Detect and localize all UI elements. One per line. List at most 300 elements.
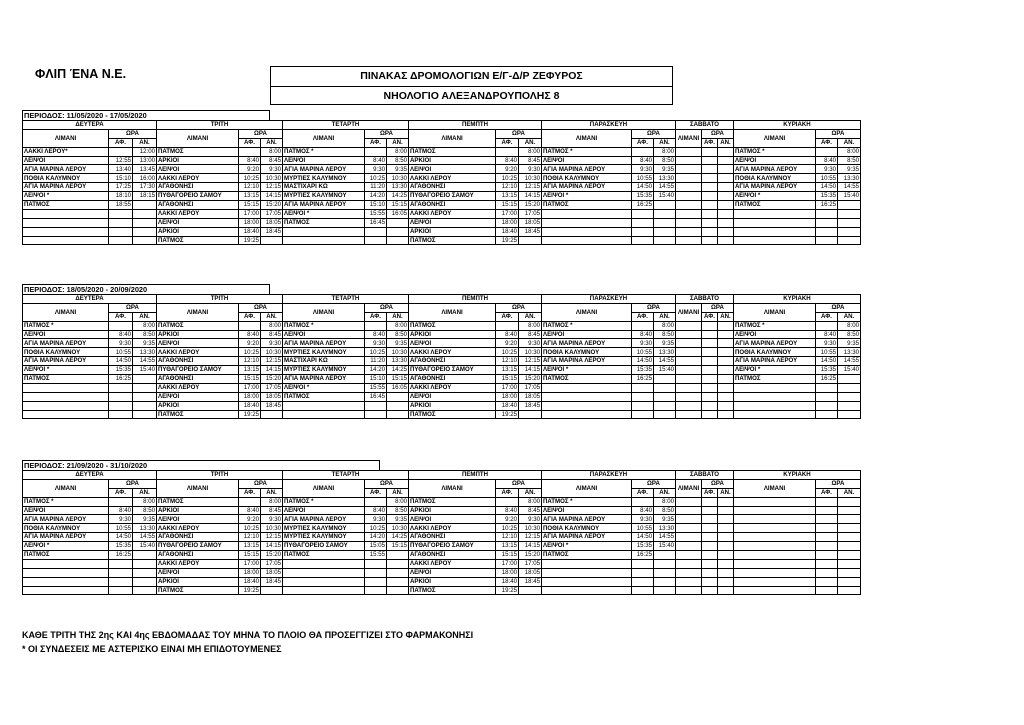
time-header: ΩΡΑ — [496, 303, 542, 312]
table-row — [23, 236, 861, 245]
port-cell: ΛΕΙΨΟΙ — [157, 218, 239, 227]
arrival-time — [109, 497, 133, 506]
port-cell: ΛΑΚΚΙ ΛΕΡΟΥ — [409, 209, 496, 218]
port-cell: ΛΕΙΨΟΙ — [23, 330, 109, 339]
departure-time: 8:00 — [261, 147, 283, 156]
departure-time: 18:45 — [519, 401, 542, 410]
port-cell: ΑΓΑΘΟΝΗΣΙ — [157, 551, 239, 560]
port-cell: ΠΑΤΜΟΣ * — [23, 321, 109, 330]
arrival-time: 12:55 — [109, 156, 133, 165]
departure-time: 10:30 — [519, 348, 542, 357]
port-cell: ΛΑΚΚΙ ΛΕΡΟΥ — [409, 559, 496, 568]
arrival-header: ΑΦ. — [496, 312, 519, 321]
arrival-header: ΑΦ. — [109, 312, 133, 321]
table-row — [23, 506, 861, 515]
port-cell: ΜΑΣΤΙΧΑΡΙ ΚΩ — [283, 357, 365, 366]
departure-header: ΑΝ. — [133, 488, 157, 497]
arrival-time — [702, 156, 718, 165]
day-header: ΔΕΥΤΕΡΑ — [23, 295, 157, 304]
departure-time — [718, 533, 734, 542]
departure-time — [838, 506, 861, 515]
period-label: ΠΕΡΙΟΔΟΣ: 11/05/2020 - 17/05/2020 — [22, 110, 270, 120]
port-cell: ΛΑΚΚΙ ΛΕΡΟΥ — [157, 209, 239, 218]
port-cell: ΑΓΙΑ ΜΑΡΙΝΑ ΛΕΡΟΥ — [23, 183, 109, 192]
port-cell: ΠΑΤΜΟΣ * — [542, 147, 632, 156]
day-header: ΤΡΙΤΗ — [157, 121, 283, 130]
departure-time: 15:15 — [387, 542, 409, 551]
departure-time: 8:00 — [654, 147, 676, 156]
departure-time: 15:40 — [654, 542, 676, 551]
day-header: ΠΑΡΑΣΚΕΥΗ — [542, 295, 676, 304]
port-cell: ΠΑΤΜΟΣ * — [283, 321, 365, 330]
departure-header: ΑΝ. — [261, 488, 283, 497]
arrival-time — [109, 401, 133, 410]
departure-time: 8:45 — [519, 506, 542, 515]
port-cell — [23, 410, 109, 419]
departure-time — [718, 156, 734, 165]
departure-time: 18:05 — [261, 568, 283, 577]
departure-time — [838, 577, 861, 586]
port-cell — [676, 236, 702, 245]
port-header: ΛΙΜΑΝΙ — [283, 303, 365, 321]
departure-time — [718, 568, 734, 577]
arrival-time: 14:50 — [109, 357, 133, 366]
arrival-time: 8:40 — [632, 330, 654, 339]
departure-time — [838, 383, 861, 392]
departure-time: 17:05 — [519, 559, 542, 568]
arrival-time: 10:25 — [239, 174, 261, 183]
arrival-header: ΑΦ. — [702, 312, 718, 321]
port-cell — [23, 586, 109, 595]
arrival-time: 16:25 — [632, 551, 654, 560]
arrival-time: 16:45 — [365, 392, 387, 401]
port-cell — [676, 183, 702, 192]
arrival-time — [109, 227, 133, 236]
port-cell: ΑΡΚΙΟΙ — [157, 577, 239, 586]
departure-time — [654, 218, 676, 227]
departure-time — [654, 236, 676, 245]
port-header: ΛΙΜΑΝΙ — [542, 129, 632, 147]
port-cell: ΛΕΙΨΟΙ * — [23, 192, 109, 201]
arrival-time: 10:55 — [816, 174, 838, 183]
table-row — [23, 192, 861, 201]
arrival-time — [702, 577, 718, 586]
port-cell — [542, 209, 632, 218]
port-cell: ΑΓΑΘΟΝΗΣΙ — [157, 357, 239, 366]
arrival-time: 12:10 — [496, 357, 519, 366]
departure-header: ΑΝ. — [261, 138, 283, 147]
departure-time: 15:15 — [387, 375, 409, 384]
port-cell: ΠΑΤΜΟΣ * — [283, 497, 365, 506]
arrival-time — [816, 236, 838, 245]
departure-time: 12:00 — [133, 147, 157, 156]
departure-time — [718, 321, 734, 330]
departure-time — [718, 577, 734, 586]
schedule-table — [22, 470, 861, 595]
arrival-time: 18:00 — [239, 392, 261, 401]
port-cell — [676, 559, 702, 568]
departure-time: 8:50 — [387, 506, 409, 515]
departure-time: 14:15 — [519, 366, 542, 375]
departure-time: 10:30 — [261, 348, 283, 357]
departure-time: 9:35 — [838, 339, 861, 348]
port-cell: ΛΕΙΨΟΙ — [283, 156, 365, 165]
arrival-time: 9:30 — [632, 165, 654, 174]
arrival-time: 10:25 — [496, 174, 519, 183]
departure-time — [718, 209, 734, 218]
arrival-time — [632, 236, 654, 245]
departure-time: 18:45 — [519, 227, 542, 236]
departure-time: 14:15 — [261, 366, 283, 375]
port-cell: ΑΡΚΙΟΙ — [157, 227, 239, 236]
port-cell: ΠΑΤΜΟΣ * — [734, 147, 816, 156]
port-cell — [23, 227, 109, 236]
departure-time — [718, 348, 734, 357]
time-header: ΩΡΑ — [109, 129, 157, 138]
arrival-time: 17:00 — [239, 383, 261, 392]
arrival-time: 15:35 — [816, 366, 838, 375]
port-cell: ΑΡΚΙΟΙ — [409, 227, 496, 236]
table-row — [23, 201, 861, 210]
arrival-time — [702, 383, 718, 392]
departure-time: 8:45 — [261, 156, 283, 165]
table-row — [23, 375, 861, 384]
arrival-time: 11:20 — [365, 183, 387, 192]
departure-time: 13:30 — [387, 357, 409, 366]
port-cell: ΑΓΙΑ ΜΑΡΙΝΑ ΛΕΡΟΥ — [734, 165, 816, 174]
arrival-time — [496, 147, 519, 156]
port-cell — [23, 236, 109, 245]
port-cell: ΠΑΤΜΟΣ — [542, 551, 632, 560]
departure-time — [838, 392, 861, 401]
departure-time: 9:30 — [261, 165, 283, 174]
port-cell: ΑΓΑΘΟΝΗΣΙ — [157, 375, 239, 384]
port-cell — [23, 401, 109, 410]
departure-time: 15:20 — [519, 201, 542, 210]
table-row — [23, 586, 861, 595]
port-cell: ΛΕΙΨΟΙ * — [542, 366, 632, 375]
table-row — [23, 156, 861, 165]
arrival-time — [816, 577, 838, 586]
departure-time — [261, 586, 283, 595]
departure-time: 9:30 — [519, 339, 542, 348]
arrival-time: 10:25 — [365, 174, 387, 183]
departure-time: 14:15 — [519, 542, 542, 551]
port-cell — [734, 410, 816, 419]
departure-header: ΑΝ. — [133, 312, 157, 321]
arrival-time: 10:55 — [109, 524, 133, 533]
arrival-time — [816, 524, 838, 533]
port-cell: ΑΓΙΑ ΜΑΡΙΝΑ ΛΕΡΟΥ — [542, 533, 632, 542]
port-cell: ΠΑΤΜΟΣ — [23, 201, 109, 210]
departure-time — [838, 551, 861, 560]
port-cell: ΛΑΚΚΙ ΛΕΡΟΥ — [157, 348, 239, 357]
time-header: ΩΡΑ — [632, 479, 676, 488]
departure-time — [387, 559, 409, 568]
port-cell: ΑΓΙΑ ΜΑΡΙΝΑ ΛΕΡΟΥ — [283, 515, 365, 524]
departure-time — [718, 559, 734, 568]
arrival-time: 10:25 — [496, 524, 519, 533]
port-cell — [676, 542, 702, 551]
arrival-time: 19:25 — [239, 410, 261, 419]
departure-header: ΑΝ. — [519, 488, 542, 497]
departure-time — [718, 165, 734, 174]
port-cell: ΠΑΤΜΟΣ — [157, 410, 239, 419]
table-row — [23, 366, 861, 375]
port-header: ΛΙΜΑΝΙ — [676, 129, 702, 147]
port-cell: ΠΑΤΜΟΣ — [409, 497, 496, 506]
port-cell: ΛΕΙΨΟΙ — [157, 515, 239, 524]
arrival-time: 9:30 — [365, 515, 387, 524]
departure-time: 12:15 — [519, 533, 542, 542]
port-cell: ΑΓΙΑ ΜΑΡΙΝΑ ΛΕΡΟΥ — [283, 339, 365, 348]
arrival-time: 19:25 — [496, 236, 519, 245]
port-cell — [676, 568, 702, 577]
arrival-time: 15:15 — [496, 201, 519, 210]
departure-time — [133, 577, 157, 586]
arrival-time: 17:00 — [496, 383, 519, 392]
table-row — [23, 330, 861, 339]
arrival-time: 12:10 — [239, 357, 261, 366]
departure-time: 14:15 — [261, 542, 283, 551]
day-header: ΔΕΥΤΕΡΑ — [23, 121, 157, 130]
port-cell: ΛΕΙΨΟΙ — [409, 392, 496, 401]
arrival-time — [109, 577, 133, 586]
arrival-header: ΑΦ. — [702, 138, 718, 147]
port-cell: ΑΓΙΑ ΜΑΡΙΝΑ ΛΕΡΟΥ — [734, 183, 816, 192]
departure-time — [838, 542, 861, 551]
port-cell — [676, 192, 702, 201]
arrival-time — [496, 321, 519, 330]
arrival-time — [702, 401, 718, 410]
port-cell: ΠΥΘΑΓΟΡΕΙΟ ΣΑΜΟΥ — [157, 192, 239, 201]
port-header: ΛΙΜΑΝΙ — [409, 303, 496, 321]
port-cell — [542, 383, 632, 392]
document-subtitle: ΝΗΟΛΟΓΙΟ ΑΛΕΞΑΝΔΡΟΥΠΟΛΗΣ 8 — [383, 90, 560, 102]
departure-time: 18:15 — [133, 192, 157, 201]
arrival-time: 10:55 — [632, 348, 654, 357]
port-cell: ΠΑΤΜΟΣ — [23, 375, 109, 384]
port-cell — [676, 506, 702, 515]
departure-time — [519, 410, 542, 419]
table-row — [23, 383, 861, 392]
port-cell — [676, 330, 702, 339]
arrival-time — [109, 383, 133, 392]
arrival-time — [816, 218, 838, 227]
departure-time — [133, 551, 157, 560]
arrival-time: 19:25 — [239, 586, 261, 595]
departure-header: ΑΝ. — [387, 138, 409, 147]
arrival-time: 18:40 — [239, 577, 261, 586]
arrival-time: 12:10 — [239, 183, 261, 192]
departure-time — [133, 383, 157, 392]
departure-time: 17:05 — [519, 209, 542, 218]
period-label: ΠΕΡΙΟΔΟΣ: 18/05/2020 - 20/09/2020 — [22, 284, 270, 294]
port-header: ΛΙΜΑΝΙ — [157, 303, 239, 321]
departure-time: 8:50 — [654, 330, 676, 339]
arrival-time — [702, 533, 718, 542]
arrival-time: 8:40 — [496, 506, 519, 515]
port-cell: ΛΕΙΨΟΙ * — [283, 383, 365, 392]
arrival-time: 9:20 — [239, 165, 261, 174]
port-cell: ΑΡΚΙΟΙ — [157, 401, 239, 410]
arrival-header: ΑΦ. — [816, 138, 838, 147]
departure-time — [838, 236, 861, 245]
arrival-time — [365, 401, 387, 410]
arrival-time: 13:15 — [239, 192, 261, 201]
departure-time — [718, 586, 734, 595]
departure-time: 14:25 — [387, 366, 409, 375]
time-header: ΩΡΑ — [702, 303, 734, 312]
port-cell: ΠΑΤΜΟΣ — [157, 321, 239, 330]
port-cell: ΛΕΙΨΟΙ — [157, 165, 239, 174]
arrival-time: 17:00 — [239, 559, 261, 568]
time-header: ΩΡΑ — [365, 129, 409, 138]
departure-time — [133, 218, 157, 227]
port-cell: ΛΕΙΨΟΙ * — [542, 542, 632, 551]
arrival-time: 8:40 — [239, 330, 261, 339]
departure-time: 15:15 — [387, 201, 409, 210]
port-cell: ΠΥΘΑΓΟΡΕΙΟ ΣΑΜΟΥ — [409, 366, 496, 375]
arrival-header: ΑΦ. — [365, 488, 387, 497]
departure-time: 17:05 — [261, 209, 283, 218]
port-cell — [283, 401, 365, 410]
arrival-time — [702, 236, 718, 245]
departure-time: 15:40 — [838, 192, 861, 201]
departure-time: 8:00 — [387, 321, 409, 330]
arrival-time — [702, 339, 718, 348]
port-cell — [542, 586, 632, 595]
arrival-time — [632, 227, 654, 236]
departure-time — [654, 568, 676, 577]
arrival-time: 15:35 — [632, 542, 654, 551]
departure-time: 13:30 — [654, 174, 676, 183]
departure-time: 12:15 — [261, 183, 283, 192]
port-cell — [676, 586, 702, 595]
day-header: ΠΕΜΠΤΗ — [409, 471, 542, 480]
arrival-time — [632, 497, 654, 506]
port-cell: ΠΑΤΜΟΣ — [734, 375, 816, 384]
port-cell — [676, 577, 702, 586]
arrival-time: 9:30 — [109, 515, 133, 524]
arrival-time — [816, 147, 838, 156]
departure-time: 9:35 — [387, 165, 409, 174]
port-cell: ΑΡΚΙΟΙ — [157, 330, 239, 339]
time-header: ΩΡΑ — [632, 303, 676, 312]
port-cell: ΛΕΙΨΟΙ — [157, 339, 239, 348]
time-header: ΩΡΑ — [702, 129, 734, 138]
departure-time: 10:30 — [261, 174, 283, 183]
port-cell — [542, 236, 632, 245]
port-cell — [734, 568, 816, 577]
departure-time: 15:40 — [838, 366, 861, 375]
arrival-time: 10:55 — [632, 524, 654, 533]
arrival-time — [816, 586, 838, 595]
departure-time — [838, 375, 861, 384]
time-header: ΩΡΑ — [702, 479, 734, 488]
arrival-time: 10:25 — [239, 348, 261, 357]
departure-time — [654, 209, 676, 218]
arrival-time: 10:25 — [365, 348, 387, 357]
departure-time: 14:55 — [133, 357, 157, 366]
arrival-time: 10:25 — [239, 524, 261, 533]
departure-time: 17:05 — [519, 383, 542, 392]
arrival-header: ΑΦ. — [496, 138, 519, 147]
port-cell: ΜΥΡΤΙΕΣ ΚΑΛΥΜΝΟΥ — [283, 348, 365, 357]
port-cell: ΛΕΙΨΟΙ * — [734, 366, 816, 375]
arrival-time: 9:30 — [632, 515, 654, 524]
port-header: ΛΙΜΑΝΙ — [283, 479, 365, 497]
day-header: ΤΕΤΑΡΤΗ — [283, 121, 409, 130]
table-row — [23, 218, 861, 227]
departure-time: 13:30 — [838, 348, 861, 357]
port-cell — [676, 156, 702, 165]
arrival-time — [816, 497, 838, 506]
arrival-time — [702, 183, 718, 192]
port-cell: ΛΕΙΨΟΙ — [283, 506, 365, 515]
departure-time — [838, 209, 861, 218]
port-header: ΛΙΜΑΝΙ — [542, 303, 632, 321]
departure-time: 8:45 — [261, 330, 283, 339]
port-cell: ΜΥΡΤΙΕΣ ΚΑΛΥΜΝΟΥ — [283, 174, 365, 183]
port-cell: ΛΕΙΨΟΙ — [734, 330, 816, 339]
departure-time: 18:05 — [261, 218, 283, 227]
port-cell — [734, 392, 816, 401]
arrival-time — [702, 568, 718, 577]
port-cell: ΛΕΙΨΟΙ — [409, 568, 496, 577]
arrival-time — [702, 174, 718, 183]
port-cell: ΜΑΣΤΙΧΑΡΙ ΚΩ — [283, 183, 365, 192]
departure-time — [718, 410, 734, 419]
departure-time — [838, 218, 861, 227]
departure-time: 18:05 — [261, 392, 283, 401]
schedule-table — [22, 120, 861, 245]
arrival-time — [109, 410, 133, 419]
port-cell: ΑΓΙΑ ΜΑΡΙΝΑ ΛΕΡΟΥ — [23, 533, 109, 542]
arrival-time — [816, 551, 838, 560]
arrival-time — [109, 559, 133, 568]
footnote: * ΟΙ ΣΥΝΔΕΣΕΙΣ ΜΕ ΑΣΤΕΡΙΣΚΟ ΕΙΝΑΙ ΜΗ ΕΠΙΔΟΤΟΥΜΕΝΕΣ — [22, 644, 282, 654]
port-cell: ΛΕΙΨΟΙ — [734, 156, 816, 165]
port-cell: ΠΑΤΜΟΣ — [283, 392, 365, 401]
port-cell — [734, 542, 816, 551]
time-header: ΩΡΑ — [816, 303, 861, 312]
arrival-time — [702, 586, 718, 595]
arrival-time — [365, 236, 387, 245]
departure-time: 13:30 — [654, 524, 676, 533]
port-cell — [23, 568, 109, 577]
port-cell: ΛΕΙΨΟΙ — [23, 506, 109, 515]
arrival-time: 9:30 — [816, 165, 838, 174]
arrival-time: 18:00 — [496, 218, 519, 227]
day-header: ΚΥΡΙΑΚΗ — [734, 471, 861, 480]
departure-header: ΑΝ. — [654, 138, 676, 147]
departure-time — [387, 218, 409, 227]
arrival-time: 15:35 — [632, 192, 654, 201]
port-cell: ΠΑΤΜΟΣ — [23, 551, 109, 560]
port-cell: ΑΓΙΑ ΜΑΡΙΝΑ ΛΕΡΟΥ — [542, 357, 632, 366]
departure-time — [838, 524, 861, 533]
arrival-time: 18:00 — [496, 568, 519, 577]
arrival-time: 9:20 — [496, 165, 519, 174]
port-cell: ΛΕΙΨΟΙ — [283, 330, 365, 339]
port-cell: ΑΡΚΙΟΙ — [409, 577, 496, 586]
arrival-time — [109, 321, 133, 330]
departure-time — [654, 577, 676, 586]
departure-time: 15:20 — [261, 375, 283, 384]
departure-time: 9:30 — [519, 515, 542, 524]
port-cell: ΛΕΙΨΟΙ — [409, 339, 496, 348]
